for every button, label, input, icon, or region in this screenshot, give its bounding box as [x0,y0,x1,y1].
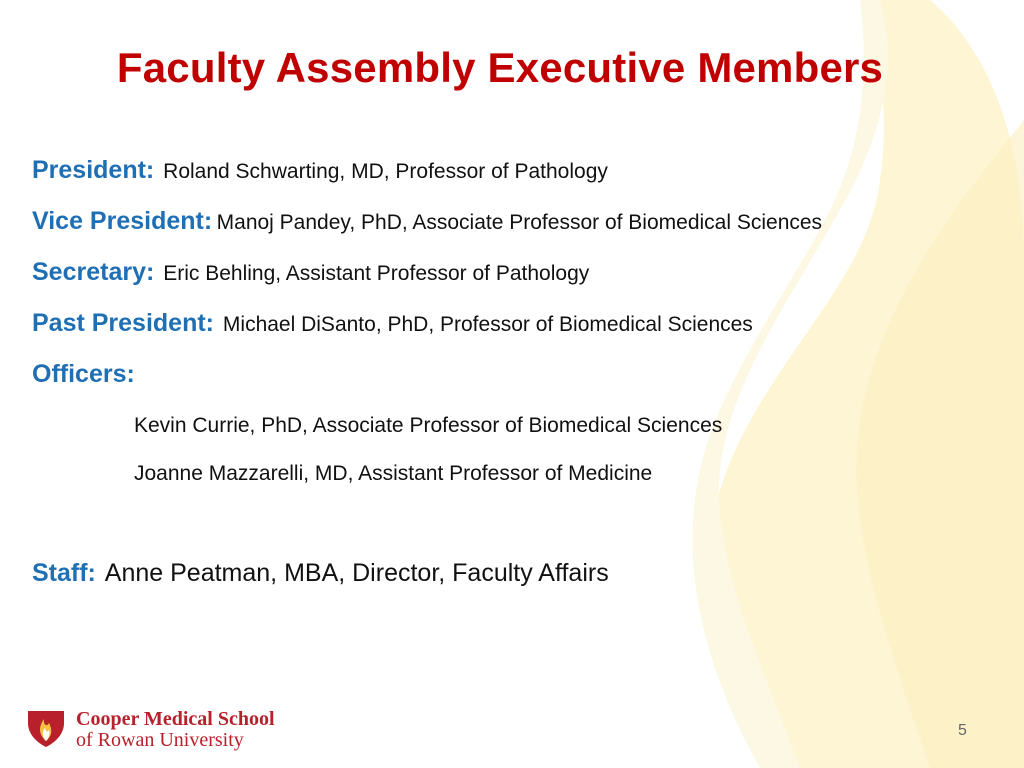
logo-line-2: of Rowan University [76,729,244,751]
role-label: Officers: [32,360,135,388]
member-secretary [32,258,589,287]
role-label: Past President: [32,309,215,337]
flame-logo-icon [24,705,68,749]
member-vice-president [32,207,822,236]
staff-name: Anne Peatman, MBA, Director, Faculty Affairs [104,559,609,587]
role-label: Vice President: [32,207,213,235]
role-label: President: [32,156,155,184]
member-name: Roland Schwarting, MD, Professor of Pathology [163,160,608,183]
officers-heading [32,360,135,389]
staff-row [32,559,609,588]
role-label: Secretary: [32,258,155,286]
slide-title: Faculty Assembly Executive Members [116,44,884,91]
member-name: Eric Behling, Assistant Professor of Pathology [163,262,590,285]
logo-line-1: Cooper Medical School [76,708,275,730]
member-name: Manoj Pandey, PhD, Associate Professor of Biomedical Sciences [216,211,823,234]
school-logo [24,705,284,753]
member-past-president [32,309,753,338]
officer-item: Kevin Currie, PhD, Associate Professor of Biomedical Sciences [134,414,723,437]
role-label: Staff: [32,559,96,587]
member-president [32,156,608,185]
member-name: Michael DiSanto, PhD, Professor of Biomedical Sciences [222,313,753,336]
page-number: 5 [958,722,967,739]
officer-item: Joanne Mazzarelli, MD, Assistant Professor of Medicine [134,462,653,485]
